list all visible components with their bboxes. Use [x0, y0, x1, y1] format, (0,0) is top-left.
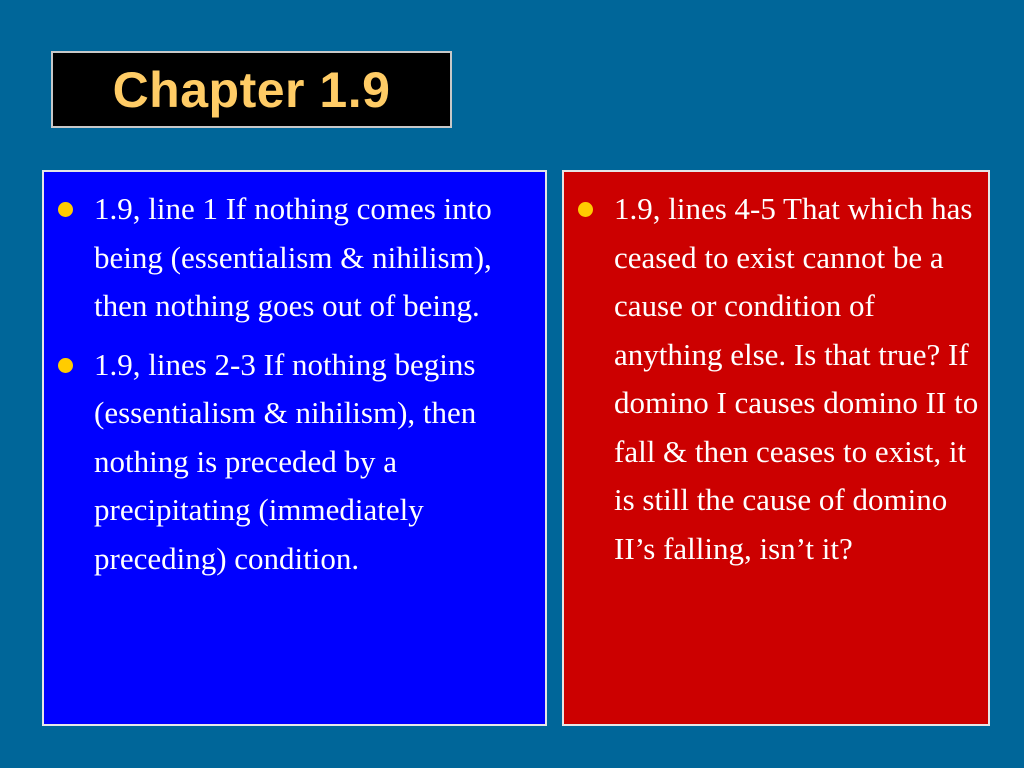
- bullet-text: 1.9, lines 4-5 That which has ceased to exist cannot be a cause or condition of anything else. Is that true? If domino I causes domino II to fall & then ceases to exist, it is still the cause of domino II’s falling, isn’t it?: [614, 191, 979, 566]
- bullet-dot-icon: [58, 202, 73, 217]
- right-bullet-list: [564, 172, 988, 573]
- left-bullet-list: [44, 172, 545, 583]
- bullet-item: [58, 341, 535, 584]
- left-panel: [42, 170, 547, 726]
- bullet-dot-icon: [58, 358, 73, 373]
- bullet-dot-icon: [578, 202, 593, 217]
- slide-title: Chapter 1.9: [112, 61, 391, 118]
- bullet-item: [578, 185, 980, 573]
- bullet-text: 1.9, lines 2-3 If nothing begins (essentialism & nihilism), then nothing is preceded by a precipitating (immediately preceding) condition.: [94, 346, 477, 576]
- right-panel: [562, 170, 990, 726]
- bullet-text: 1.9, line 1 If nothing comes into being (essentialism & nihilism), then nothing goes out of being.: [94, 191, 492, 323]
- bullet-item: [58, 185, 535, 331]
- title-box: [51, 51, 452, 128]
